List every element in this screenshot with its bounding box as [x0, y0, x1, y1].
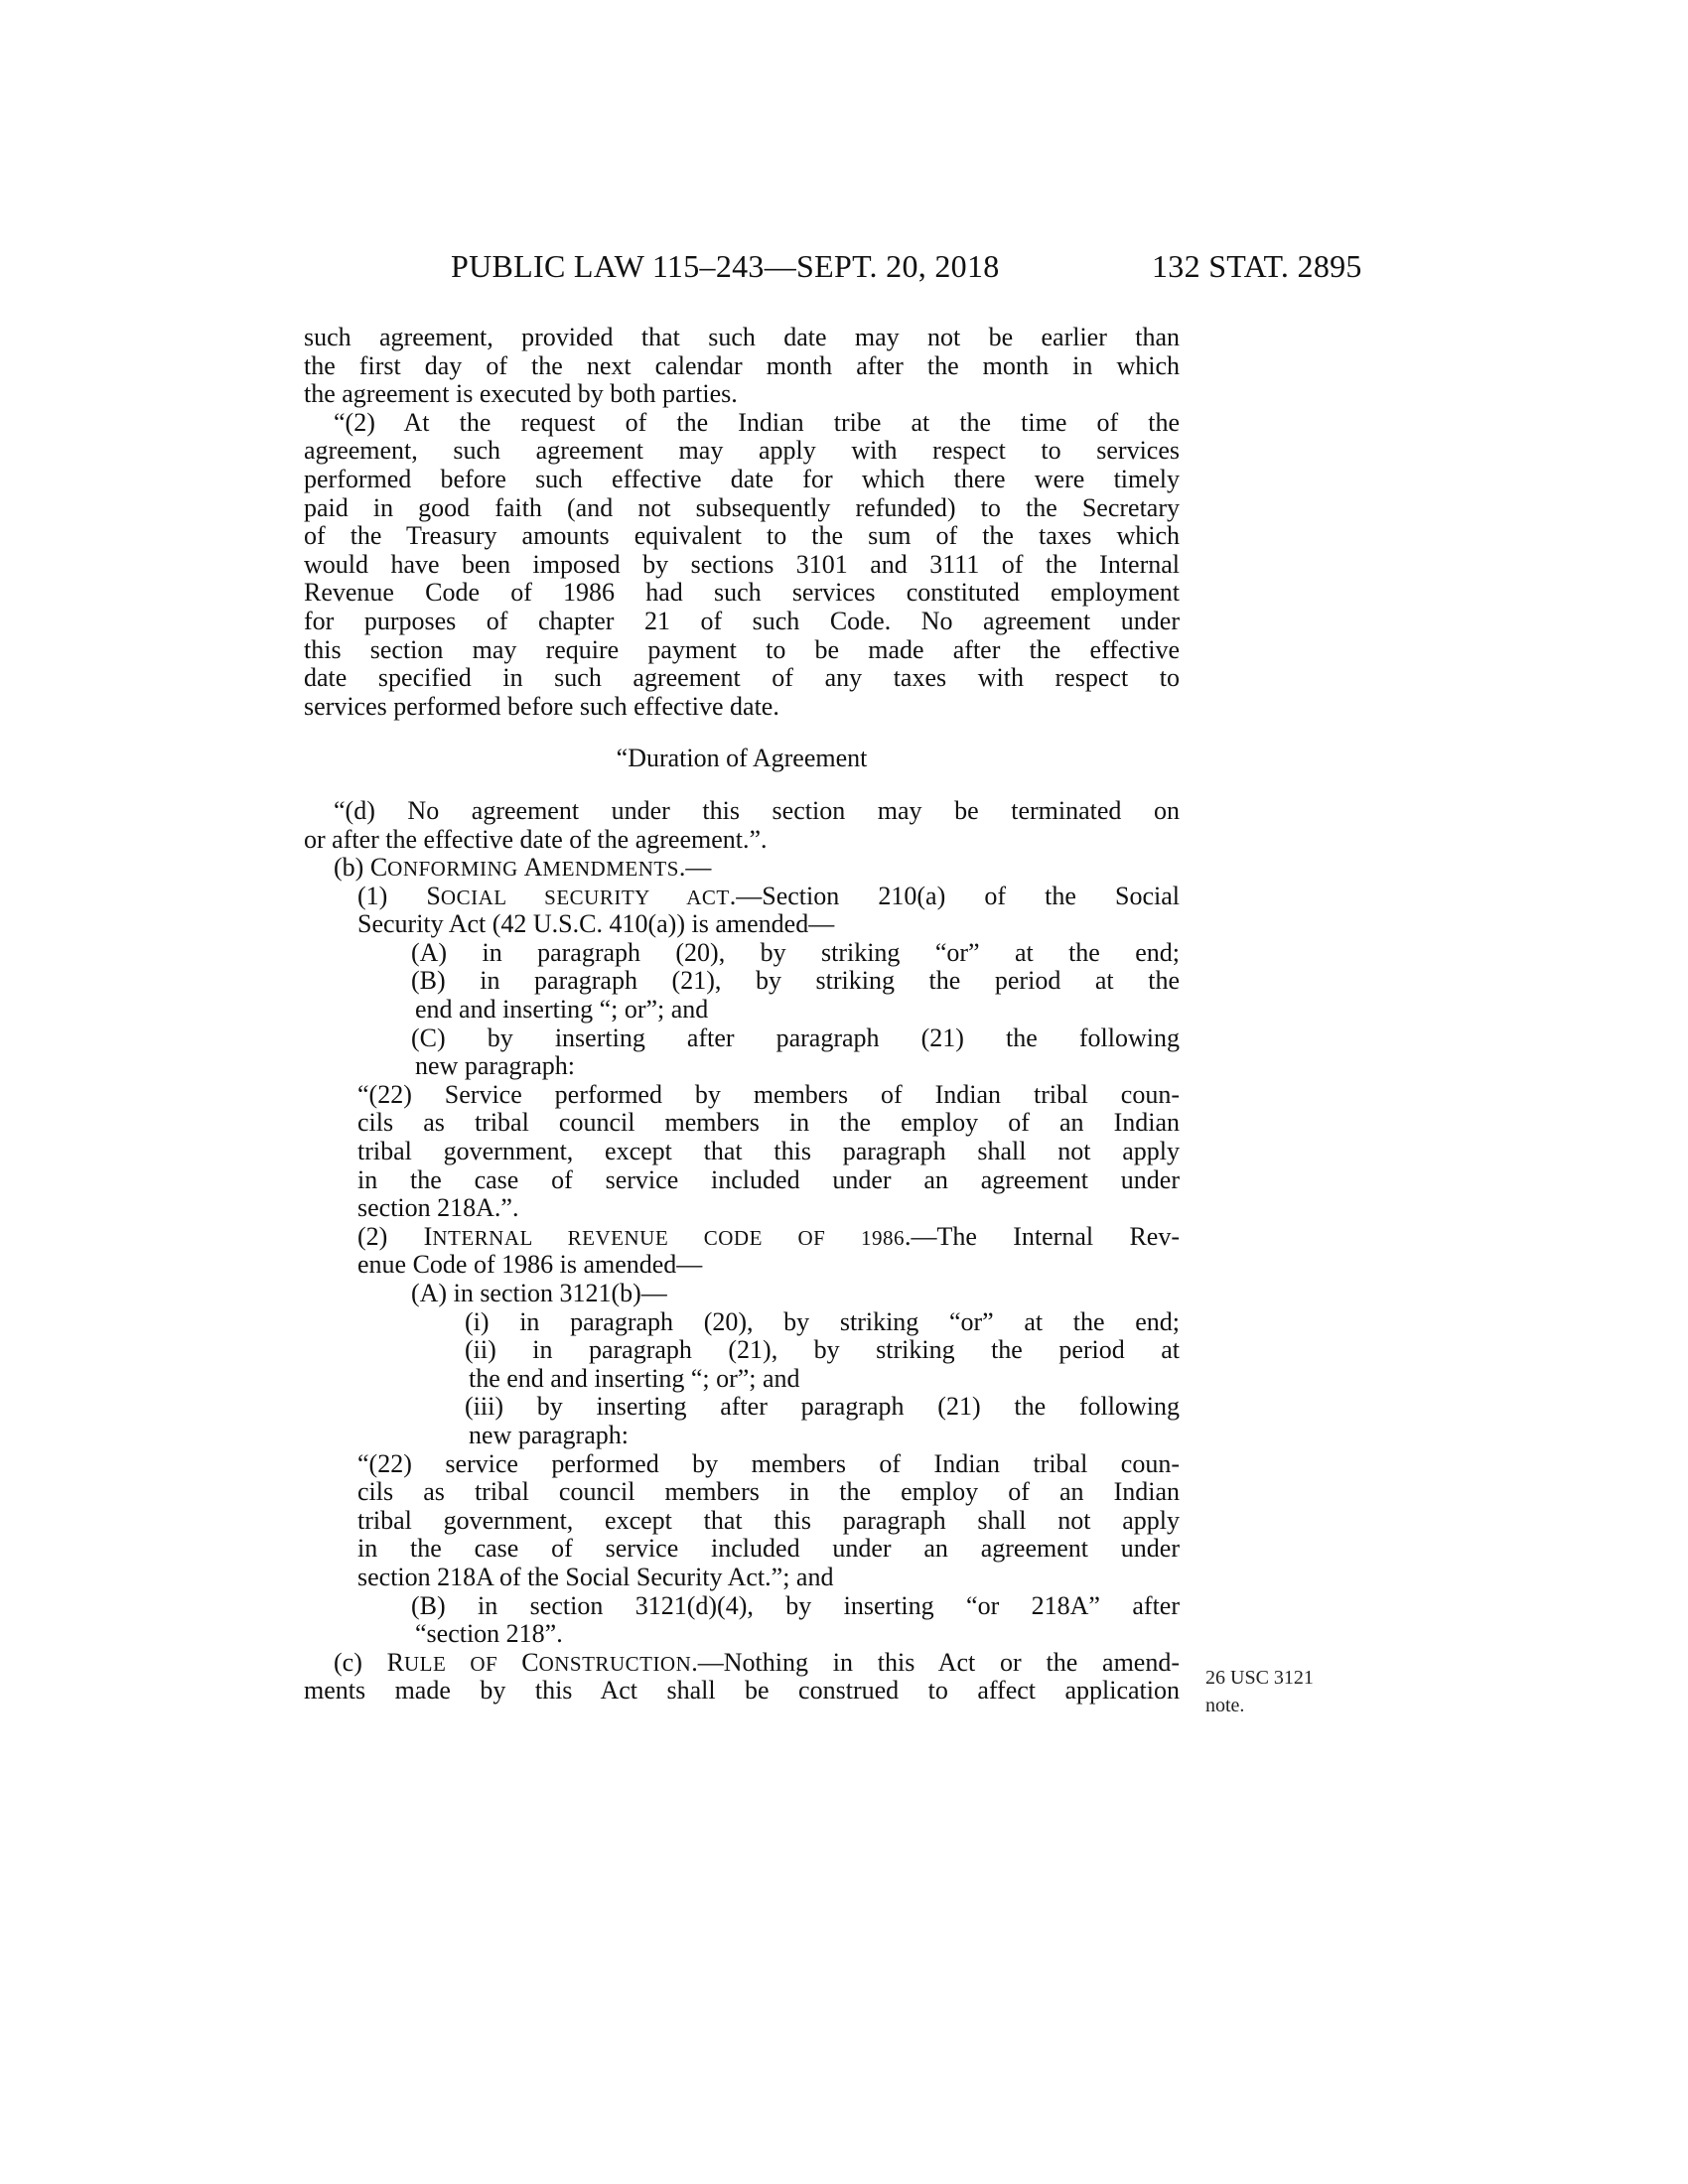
- text-line: enue Code of 1986 is amended—: [357, 1250, 703, 1280]
- text-line: (A) in paragraph (20), by striking “or” at the end;: [411, 937, 1180, 967]
- text-line: performed before such effective date for which there were timely: [304, 464, 1180, 493]
- running-head-title: PUBLIC LAW 115–243—SEPT. 20, 2018: [451, 248, 1000, 284]
- subsection-heading: (c) RULE OF CONSTRUCTION.—Nothing in this Act or the amend-: [334, 1647, 1180, 1677]
- text-line: cils as tribal council members in the employ of an Indian: [357, 1477, 1180, 1507]
- text-line: of the Treasury amounts equivalent to the sum of the taxes which: [304, 521, 1180, 551]
- text-line: agreement, such agreement may apply with respect to services: [304, 436, 1180, 466]
- text-line: (B) in paragraph (21), by striking the period at the: [411, 966, 1180, 996]
- text-line: Security Act (42 U.S.C. 410(a)) is amended—: [357, 909, 835, 939]
- text-line: “(22) Service performed by members of Indian tribal coun-: [357, 1079, 1180, 1109]
- text-line: in the case of service included under an agreement under: [357, 1534, 1180, 1564]
- text-line: new paragraph:: [469, 1420, 629, 1449]
- text-line: cils as tribal council members in the employ of an Indian: [357, 1108, 1180, 1138]
- subsection-heading: (b) CONFORMING AMENDMENTS.—: [334, 853, 712, 883]
- text-line: (i) in paragraph (20), by striking “or” at the end;: [465, 1306, 1180, 1336]
- text-line: or after the effective date of the agreement.”.: [304, 824, 768, 854]
- text-line: (2) INTERNAL REVENUE CODE OF 1986.—The Internal Rev-: [357, 1221, 1180, 1251]
- text-line: for purposes of chapter 21 of such Code. No agreement under: [304, 606, 1180, 635]
- text-line: Revenue Code of 1986 had such services constituted employment: [304, 578, 1180, 608]
- text-line: services performed before such effective date.: [304, 691, 779, 721]
- text-line: in the case of service included under an agreement under: [357, 1164, 1180, 1194]
- text-line: (C) by inserting after paragraph (21) the following: [411, 1023, 1180, 1052]
- text-line: (1) SOCIAL SECURITY ACT.—Section 210(a) of the Social: [357, 881, 1180, 910]
- margin-note-line: note.: [1205, 1695, 1245, 1716]
- law-text-body: [304, 324, 1180, 1706]
- text-line: “(22) service performed by members of Indian tribal coun-: [357, 1448, 1180, 1478]
- text-line: “section 218”.: [415, 1619, 563, 1649]
- text-line: end and inserting “; or”; and: [415, 995, 709, 1024]
- text-line: (A) in section 3121(b)—: [411, 1279, 667, 1307]
- margin-citation-note: [1205, 1664, 1314, 1719]
- text-line: the first day of the next calendar month after the month in which: [304, 350, 1180, 380]
- text-line: date specified in such agreement of any taxes with respect to: [304, 663, 1180, 693]
- margin-note-line: 26 USC 3121: [1205, 1667, 1314, 1689]
- text-line: the end and inserting “; or”; and: [469, 1363, 800, 1393]
- text-line: this section may require payment to be made after the effective: [304, 634, 1180, 664]
- text-line: section 218A.”.: [357, 1193, 519, 1223]
- page-header: [0, 248, 1688, 288]
- text-line: (iii) by inserting after paragraph (21) the following: [465, 1392, 1180, 1422]
- text-line: (ii) in paragraph (21), by striking the period at: [465, 1335, 1180, 1365]
- text-line: would have been imposed by sections 3101 and 3111 of the Internal: [304, 549, 1180, 579]
- text-line: tribal government, except that this paragraph shall not apply: [357, 1505, 1180, 1535]
- text-line: the agreement is executed by both parties.: [304, 379, 738, 409]
- text-line: new paragraph:: [415, 1051, 575, 1081]
- text-line: paid in good faith (and not subsequently refunded) to the Secretary: [304, 492, 1180, 522]
- text-line: “(2) At the request of the Indian tribe at the time of the: [334, 407, 1180, 437]
- text-line: (B) in section 3121(d)(4), by inserting “or 218A” after: [411, 1590, 1180, 1620]
- section-heading: “Duration of Agreement: [616, 744, 868, 773]
- text-line: tribal government, except that this paragraph shall not apply: [357, 1137, 1180, 1166]
- text-line: such agreement, provided that such date may not be earlier than: [304, 323, 1180, 351]
- statute-page-number: 132 STAT. 2895: [1152, 248, 1362, 284]
- text-line: section 218A of the Social Security Act.”; and: [357, 1562, 834, 1591]
- text-line: “(d) No agreement under this section may be terminated on: [334, 795, 1180, 825]
- text-line: ments made by this Act shall be construed to affect application: [304, 1676, 1180, 1706]
